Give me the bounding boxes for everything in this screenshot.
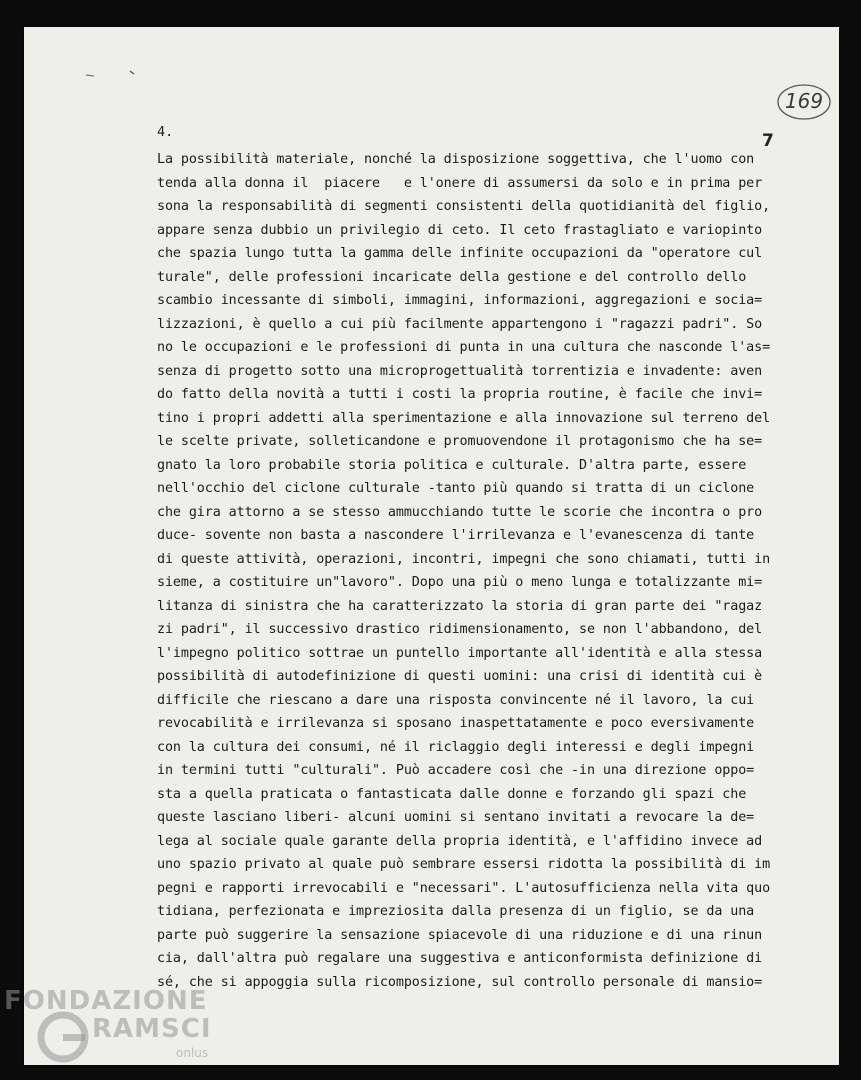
text-line: sta a quella praticata o fantasticata dalle donne e forzando gli spazi che <box>157 786 747 802</box>
text-line: in termini tutti "culturali". Può accadere così che -in una direzione oppo= <box>157 763 755 778</box>
section-number: 4. <box>157 124 174 140</box>
watermark-line1: FONDAZIONE <box>4 986 208 1016</box>
watermark-line2: RAMSCI <box>92 1014 212 1044</box>
archive-number-stamp <box>776 83 832 121</box>
text-line: pegni e rapporti irrevocabili e "necessari". L'autosufficienza nella vita quo <box>157 880 771 896</box>
text-line: queste lasciano liberi- alcuni uomini si sentano invitati a revocare la de= <box>157 810 755 825</box>
paper-specks <box>82 67 142 81</box>
text-line: zi padri", il successivo drastico ridimensionamento, se non l'abbandono, del <box>157 622 763 637</box>
text-line: con la cultura dei consumi, né il riclaggio degli interessi e degli impegni <box>157 739 755 755</box>
watermark-line3: onlus <box>176 1046 209 1060</box>
archive-number: 169 <box>784 89 824 113</box>
text-line: che spazia lungo tutta la gamma delle infinite occupazioni da "operatore cul <box>157 246 763 261</box>
text-line: sé, che si appoggia sulla ricomposizione, sul controllo personale di mansio= <box>157 974 763 990</box>
text-line: uno spazio privato al quale può sembrare essersi ridotta la possibilità di im <box>157 857 771 872</box>
text-line: di queste attività, operazioni, incontri, impegni che sono chiamati, tutti in <box>157 551 771 567</box>
text-line: duce- sovente non basta a nascondere l'irrilevanza e l'evanescenza di tante <box>157 528 755 543</box>
text-line: scambio incessante di simboli, immagini, informazioni, aggregazioni e socia= <box>157 293 763 308</box>
text-line: La possibilità materiale, nonché la disposizione soggettiva, che l'uomo con <box>157 152 755 167</box>
text-line: nell'occhio del ciclone culturale -tanto più quando si tratta di un ciclone <box>157 481 755 496</box>
page-number: 7 <box>762 131 774 151</box>
text-line: le scelte private, solleticandone e promuovendone il protagonismo che ha se= <box>157 434 763 449</box>
text-line: parte può suggerire la sensazione spiacevole di una riduzione e di una rinun <box>157 927 763 943</box>
typewritten-body <box>157 148 777 994</box>
text-line: l'impegno politico sottrae un puntello importante all'identità e alla stessa <box>157 645 763 661</box>
text-line: tino i propri addetti alla sperimentazione e alla innovazione sul terreno del <box>157 410 771 426</box>
text-line: no le occupazioni e le professioni di punta in una cultura che nasconde l'as= <box>157 340 771 355</box>
text-line: difficile che riescano a dare una risposta convincente né il lavoro, la cui <box>157 692 755 708</box>
text-line: tidiana, perfezionata e impreziosita dalla presenza di un figlio, se da una <box>157 904 755 919</box>
text-line: possibilità di autodefinizione di questi uomini: una crisi di identità cui è <box>157 669 763 684</box>
text-line: che gira attorno a se stesso ammucchiando tutte le scorie che incontra o pro <box>157 504 763 520</box>
text-line: appare senza dubbio un privilegio di ceto. Il ceto frastagliato e variopinto <box>157 222 763 238</box>
text-line: lizzazioni, è quello a cui più facilmente appartengono i "ragazzi padri". So <box>157 316 763 332</box>
text-line: sieme, a costituire un"lavoro". Dopo una più o meno lunga e totalizzante mi= <box>157 575 763 590</box>
text-line: tenda alla donna il piacere e l'onere di assumersi da solo e in prima per <box>157 175 763 191</box>
text-line: gnato la loro probabile storia politica e culturale. D'altra parte, essere <box>157 457 747 473</box>
text-line: senza di progetto sotto una microprogettualità torrentizia e invadente: aven <box>157 363 763 379</box>
text-line: sona la responsabilità di segmenti consistenti della quotidianità del figlio, <box>157 199 771 214</box>
text-line: revocabilità e irrilevanza si sposano inaspettatamente e poco eversivamente <box>157 716 755 731</box>
text-line: do fatto della novità a tutti i costi la propria routine, è facile che invi= <box>157 387 763 402</box>
text-line: cia, dall'altra può regalare una suggestiva e anticonformista definizione di <box>157 951 763 966</box>
text-line: turale", delle professioni incaricate della gestione e del controllo dello <box>157 269 747 285</box>
text-line: lega al sociale quale garante della propria identità, e l'affidino invece ad <box>157 833 763 849</box>
text-line: litanza di sinistra che ha caratterizzato la storia di gran parte dei "ragaz <box>157 598 763 614</box>
